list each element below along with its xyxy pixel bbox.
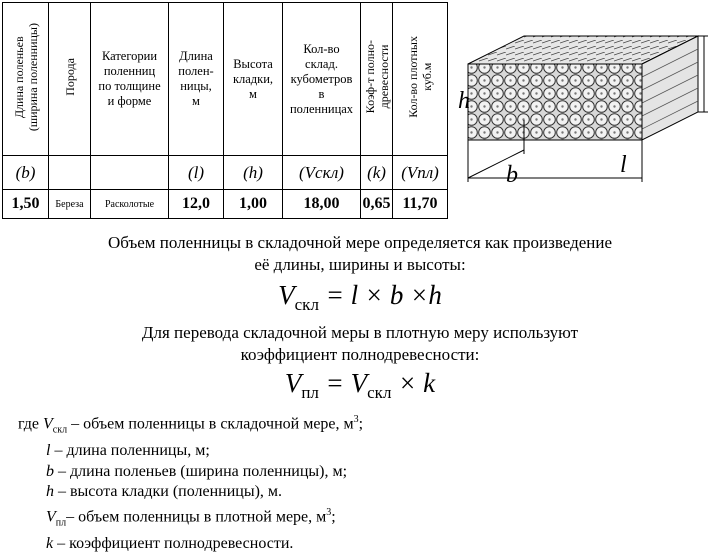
paragraph-1-line-1: Объем поленницы в складочной мере определяется как произведение — [107, 233, 613, 252]
definition-item: k – коэффициент полнодревесности. — [46, 534, 294, 552]
symbol-row — [3, 156, 448, 190]
formula-2-sub: пл — [301, 383, 319, 402]
definition-item: $V_{пл}-$ объем поленницы в плотной мере, $м^3$; — [46, 506, 336, 529]
value-height: 1,00 — [224, 190, 283, 219]
definitions-list — [18, 410, 363, 554]
woodpile-table — [2, 2, 448, 219]
header-length: Длина полен- ницы, м — [169, 3, 224, 156]
symbol-species — [49, 156, 91, 190]
value-species: Береза — [49, 190, 91, 219]
label-b: b — [506, 162, 518, 188]
formula-2-mid: = V — [318, 368, 368, 398]
symbol-volume: (Vскл) — [283, 156, 361, 190]
value-volume: 18,00 — [283, 190, 361, 219]
dimension-l — [468, 140, 642, 182]
header-category: Категории поленниц по толщине и форме — [91, 3, 169, 156]
formula-dense — [0, 368, 720, 403]
value-row — [3, 190, 448, 219]
value-length: 12,0 — [169, 190, 224, 219]
symbol-category — [91, 156, 169, 190]
value-dense: 11,70 — [393, 190, 448, 219]
formula-1-sub: скл — [294, 295, 319, 314]
paragraph-2-line-1: Для перевода складочной меры в плотную меру используют — [141, 323, 579, 342]
formula-2-rest: × k — [391, 368, 436, 398]
symbol-coef: (k) — [361, 156, 393, 190]
definition-item: l – длина поленницы, м; — [46, 442, 210, 460]
symbol-length: (l) — [169, 156, 224, 190]
formula-2-v: V — [284, 368, 302, 398]
formula-1-v: V — [278, 280, 295, 310]
header-dense: Кол-во плотных куб.м — [393, 3, 448, 156]
header-b: Длина поленьев (ширина поленницы) — [3, 3, 49, 156]
definition-item: h – высота кладки (поленницы), м. — [46, 483, 283, 501]
woodpile-figure — [452, 22, 714, 204]
header-row — [3, 3, 448, 156]
formula-volume — [0, 280, 720, 315]
symbol-height: (h) — [224, 156, 283, 190]
label-l: l — [620, 152, 627, 178]
paragraph-2-line-2: коэффициент полнодревесности: — [240, 345, 480, 364]
header-volume: Кол-во склад. кубометров в поленницах — [283, 3, 361, 156]
value-category: Расколотые — [91, 190, 169, 219]
definition-item: где $V_{скл}$ – объем поленницы в складочной мере, $м^3$; — [18, 414, 364, 436]
value-b: 1,50 — [3, 190, 49, 219]
header-coef: Коэф-т полно- древесности — [361, 3, 393, 156]
formula-2-sub2: скл — [367, 383, 392, 402]
symbol-b: (b) — [3, 156, 49, 190]
woodpile-front-face — [468, 64, 642, 140]
paragraph-1-line-2: её длины, ширины и высоты: — [254, 255, 466, 274]
definition-item: b – длина поленьев (ширина поленницы), м; — [46, 462, 348, 480]
symbol-dense: (Vпл) — [393, 156, 448, 190]
header-species: Порода — [49, 3, 91, 156]
header-height: Высота кладки, м — [224, 3, 283, 156]
formula-1-rest: = l × b ×h — [318, 280, 442, 310]
value-coef: 0,65 — [361, 190, 393, 219]
label-h: h — [458, 88, 470, 114]
